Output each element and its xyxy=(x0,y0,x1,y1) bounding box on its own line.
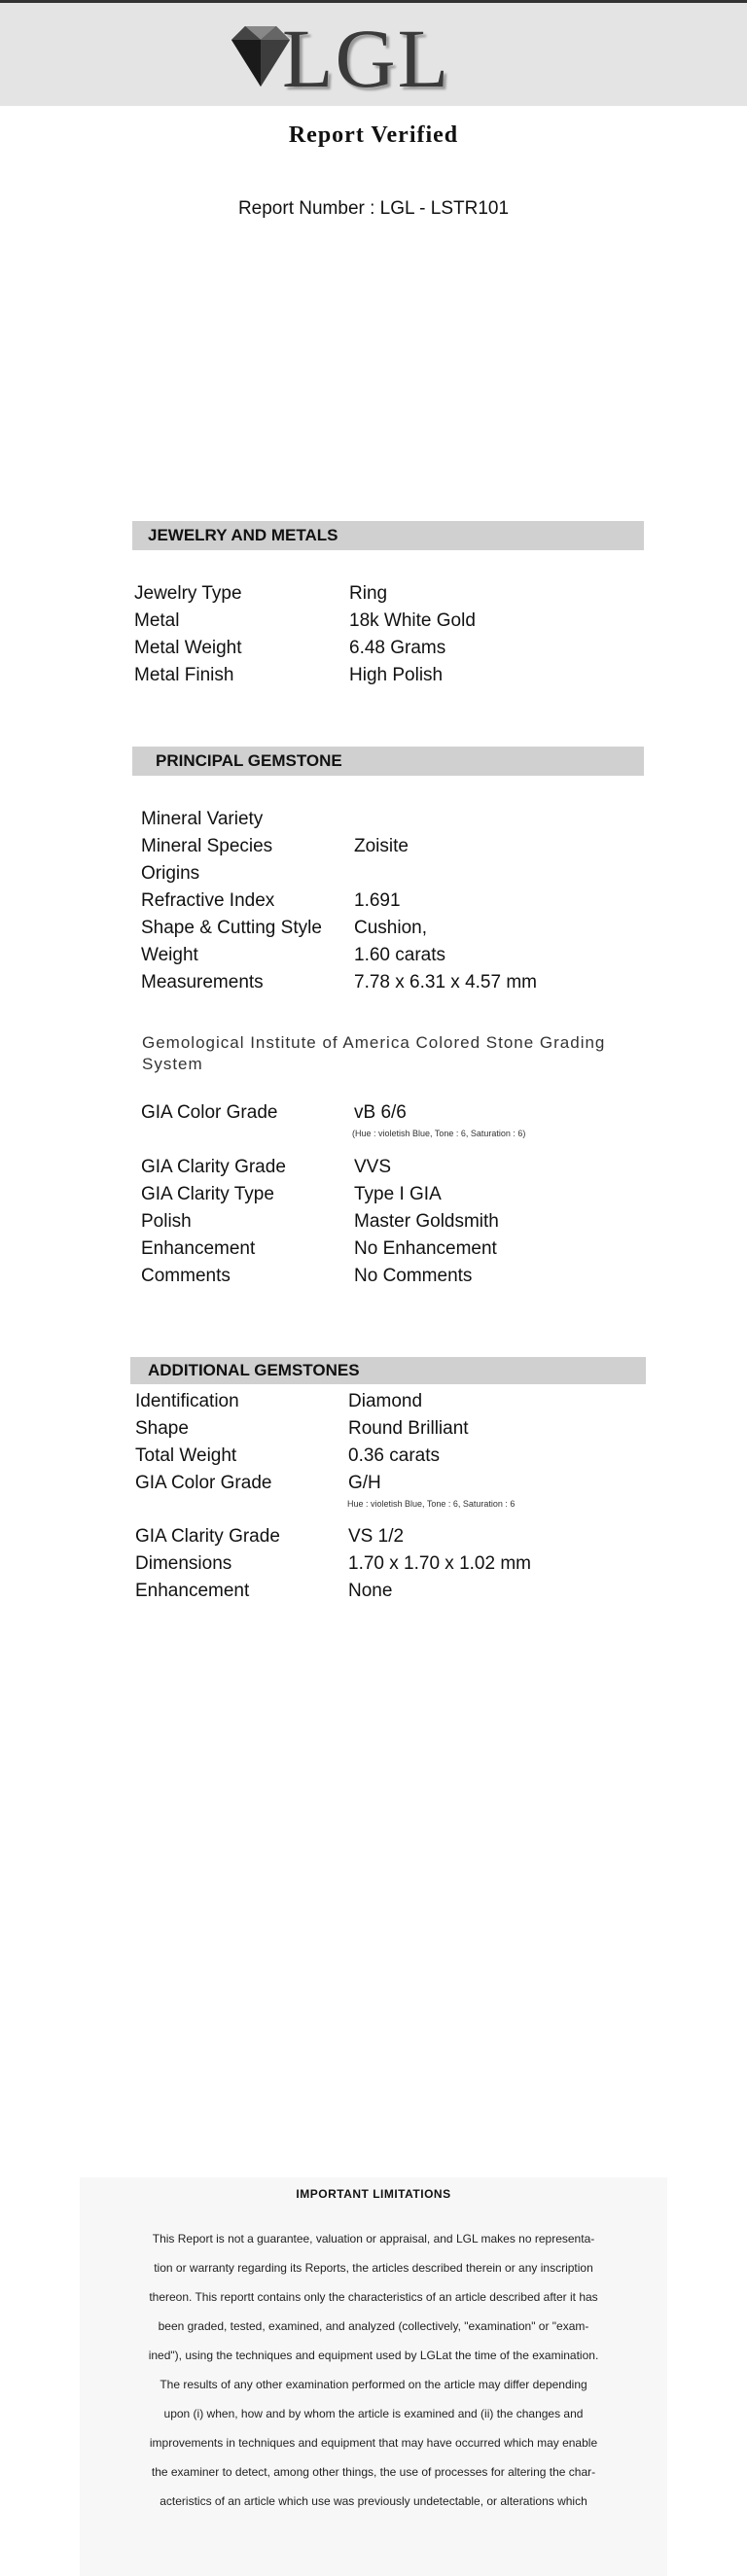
add-clarity-grade-value: VS 1/2 xyxy=(348,1526,405,1547)
gia-color-grade-note: (Hue : violetish Blue, Tone : 6, Saturation : 6) xyxy=(352,1129,526,1138)
measurements-label: Measurements xyxy=(141,972,264,992)
report-number: Report Number : LGL - LSTR101 xyxy=(237,198,510,219)
refractive-index-value: 1.691 xyxy=(354,890,401,911)
limitations-line: been graded, tested, examined, and analyzed (collectively, "examination" or "exam- xyxy=(158,2319,589,2333)
lgl-logo xyxy=(226,12,479,105)
mineral-species-value: Zoisite xyxy=(354,836,409,856)
origins-label: Origins xyxy=(141,863,200,884)
total-weight-value: 0.36 carats xyxy=(348,1445,440,1466)
additional-section-header xyxy=(130,1357,646,1384)
refractive-index-label: Refractive Index xyxy=(141,890,275,911)
page-title: Report Verified xyxy=(288,122,459,148)
limitations-line: The results of any other examination performed on the article may differ depending xyxy=(160,2378,587,2391)
limitations-title: IMPORTANT LIMITATIONS xyxy=(296,2187,451,2201)
metal-finish-label: Metal Finish xyxy=(134,665,234,685)
gia-clarity-grade-label: GIA Clarity Grade xyxy=(141,1157,286,1177)
limitations-body xyxy=(99,2224,648,2516)
metal-weight-label: Metal Weight xyxy=(134,638,242,658)
total-weight-label: Total Weight xyxy=(135,1445,237,1466)
jewelry-type-value: Ring xyxy=(349,583,388,604)
comments-value: No Comments xyxy=(354,1266,473,1286)
add-color-grade-note: Hue : violetish Blue, Tone : 6, Saturation : 6 xyxy=(347,1499,516,1509)
jewelry-section-title: JEWELRY AND METALS xyxy=(148,526,338,544)
add-color-grade-label: GIA Color Grade xyxy=(135,1473,272,1493)
gia-clarity-type-label: GIA Clarity Type xyxy=(141,1184,274,1204)
enhancement-label: Enhancement xyxy=(141,1238,256,1259)
metal-label: Metal xyxy=(134,610,180,631)
logo-text: LGL xyxy=(282,12,451,105)
polish-label: Polish xyxy=(141,1211,192,1232)
gia-system-text: Gemological Institute of America Colored Stone Grading System xyxy=(142,1033,606,1073)
additional-section-title: ADDITIONAL GEMSTONES xyxy=(148,1361,360,1379)
mineral-variety-label: Mineral Variety xyxy=(141,809,264,829)
gia-color-grade-value: vB 6/6 xyxy=(354,1102,407,1123)
gia-clarity-grade-value: VVS xyxy=(354,1157,392,1177)
add-enhancement-value: None xyxy=(348,1581,393,1601)
metal-value: 18k White Gold xyxy=(349,610,476,631)
shape-label: Shape xyxy=(135,1418,189,1439)
polish-value: Master Goldsmith xyxy=(354,1211,499,1232)
principal-section-header xyxy=(132,747,644,776)
mineral-species-label: Mineral Species xyxy=(141,836,273,856)
shape-cutting-value: Cushion, xyxy=(354,918,427,938)
limitations-line: tion or warranty regarding its Reports, the articles described therein or any inscription xyxy=(154,2261,593,2275)
dimensions-label: Dimensions xyxy=(135,1553,232,1574)
shape-value: Round Brilliant xyxy=(348,1418,469,1439)
identification-label: Identification xyxy=(135,1391,239,1411)
important-limitations xyxy=(80,2177,667,2576)
gia-clarity-type-value: Type I GIA xyxy=(354,1184,442,1204)
weight-label: Weight xyxy=(141,945,198,965)
principal-section-title: PRINCIPAL GEMSTONE xyxy=(156,751,342,770)
weight-value: 1.60 carats xyxy=(354,945,445,965)
enhancement-value: No Enhancement xyxy=(354,1238,497,1259)
comments-label: Comments xyxy=(141,1266,231,1286)
limitations-line: acteristics of an article which use was previously undetectable, or alterations which xyxy=(160,2494,587,2508)
identification-value: Diamond xyxy=(348,1391,423,1411)
metal-finish-value: High Polish xyxy=(349,665,444,685)
limitations-line: thereon. This reportt contains only the characteristics of an article described after it has xyxy=(149,2290,598,2304)
limitations-line: improvements in techniques and equipment that may have occurred which may enable xyxy=(149,2436,598,2450)
jewelry-section-header xyxy=(132,521,644,550)
limitations-line: upon (i) when, how and by whom the article is examined and (ii) the changes and xyxy=(163,2407,584,2420)
add-enhancement-label: Enhancement xyxy=(135,1581,250,1601)
shape-cutting-label: Shape & Cutting Style xyxy=(141,918,322,938)
measurements-value: 7.78 x 6.31 x 4.57 mm xyxy=(354,972,537,992)
limitations-line: the examiner to detect, among other things, the use of processes for altering the char- xyxy=(151,2465,596,2479)
jewelry-type-label: Jewelry Type xyxy=(134,583,242,604)
dimensions-value: 1.70 x 1.70 x 1.02 mm xyxy=(348,1553,531,1574)
metal-weight-value: 6.48 Grams xyxy=(349,638,446,658)
gia-color-grade-label: GIA Color Grade xyxy=(141,1102,278,1123)
header xyxy=(0,0,747,106)
limitations-line: ined"), using the techniques and equipment used by LGLat the time of the examination. xyxy=(148,2349,599,2362)
add-clarity-grade-label: GIA Clarity Grade xyxy=(135,1526,280,1547)
add-color-grade-value: G/H xyxy=(348,1473,381,1493)
limitations-line: This Report is not a guarantee, valuation or appraisal, and LGL makes no representa- xyxy=(152,2232,595,2245)
